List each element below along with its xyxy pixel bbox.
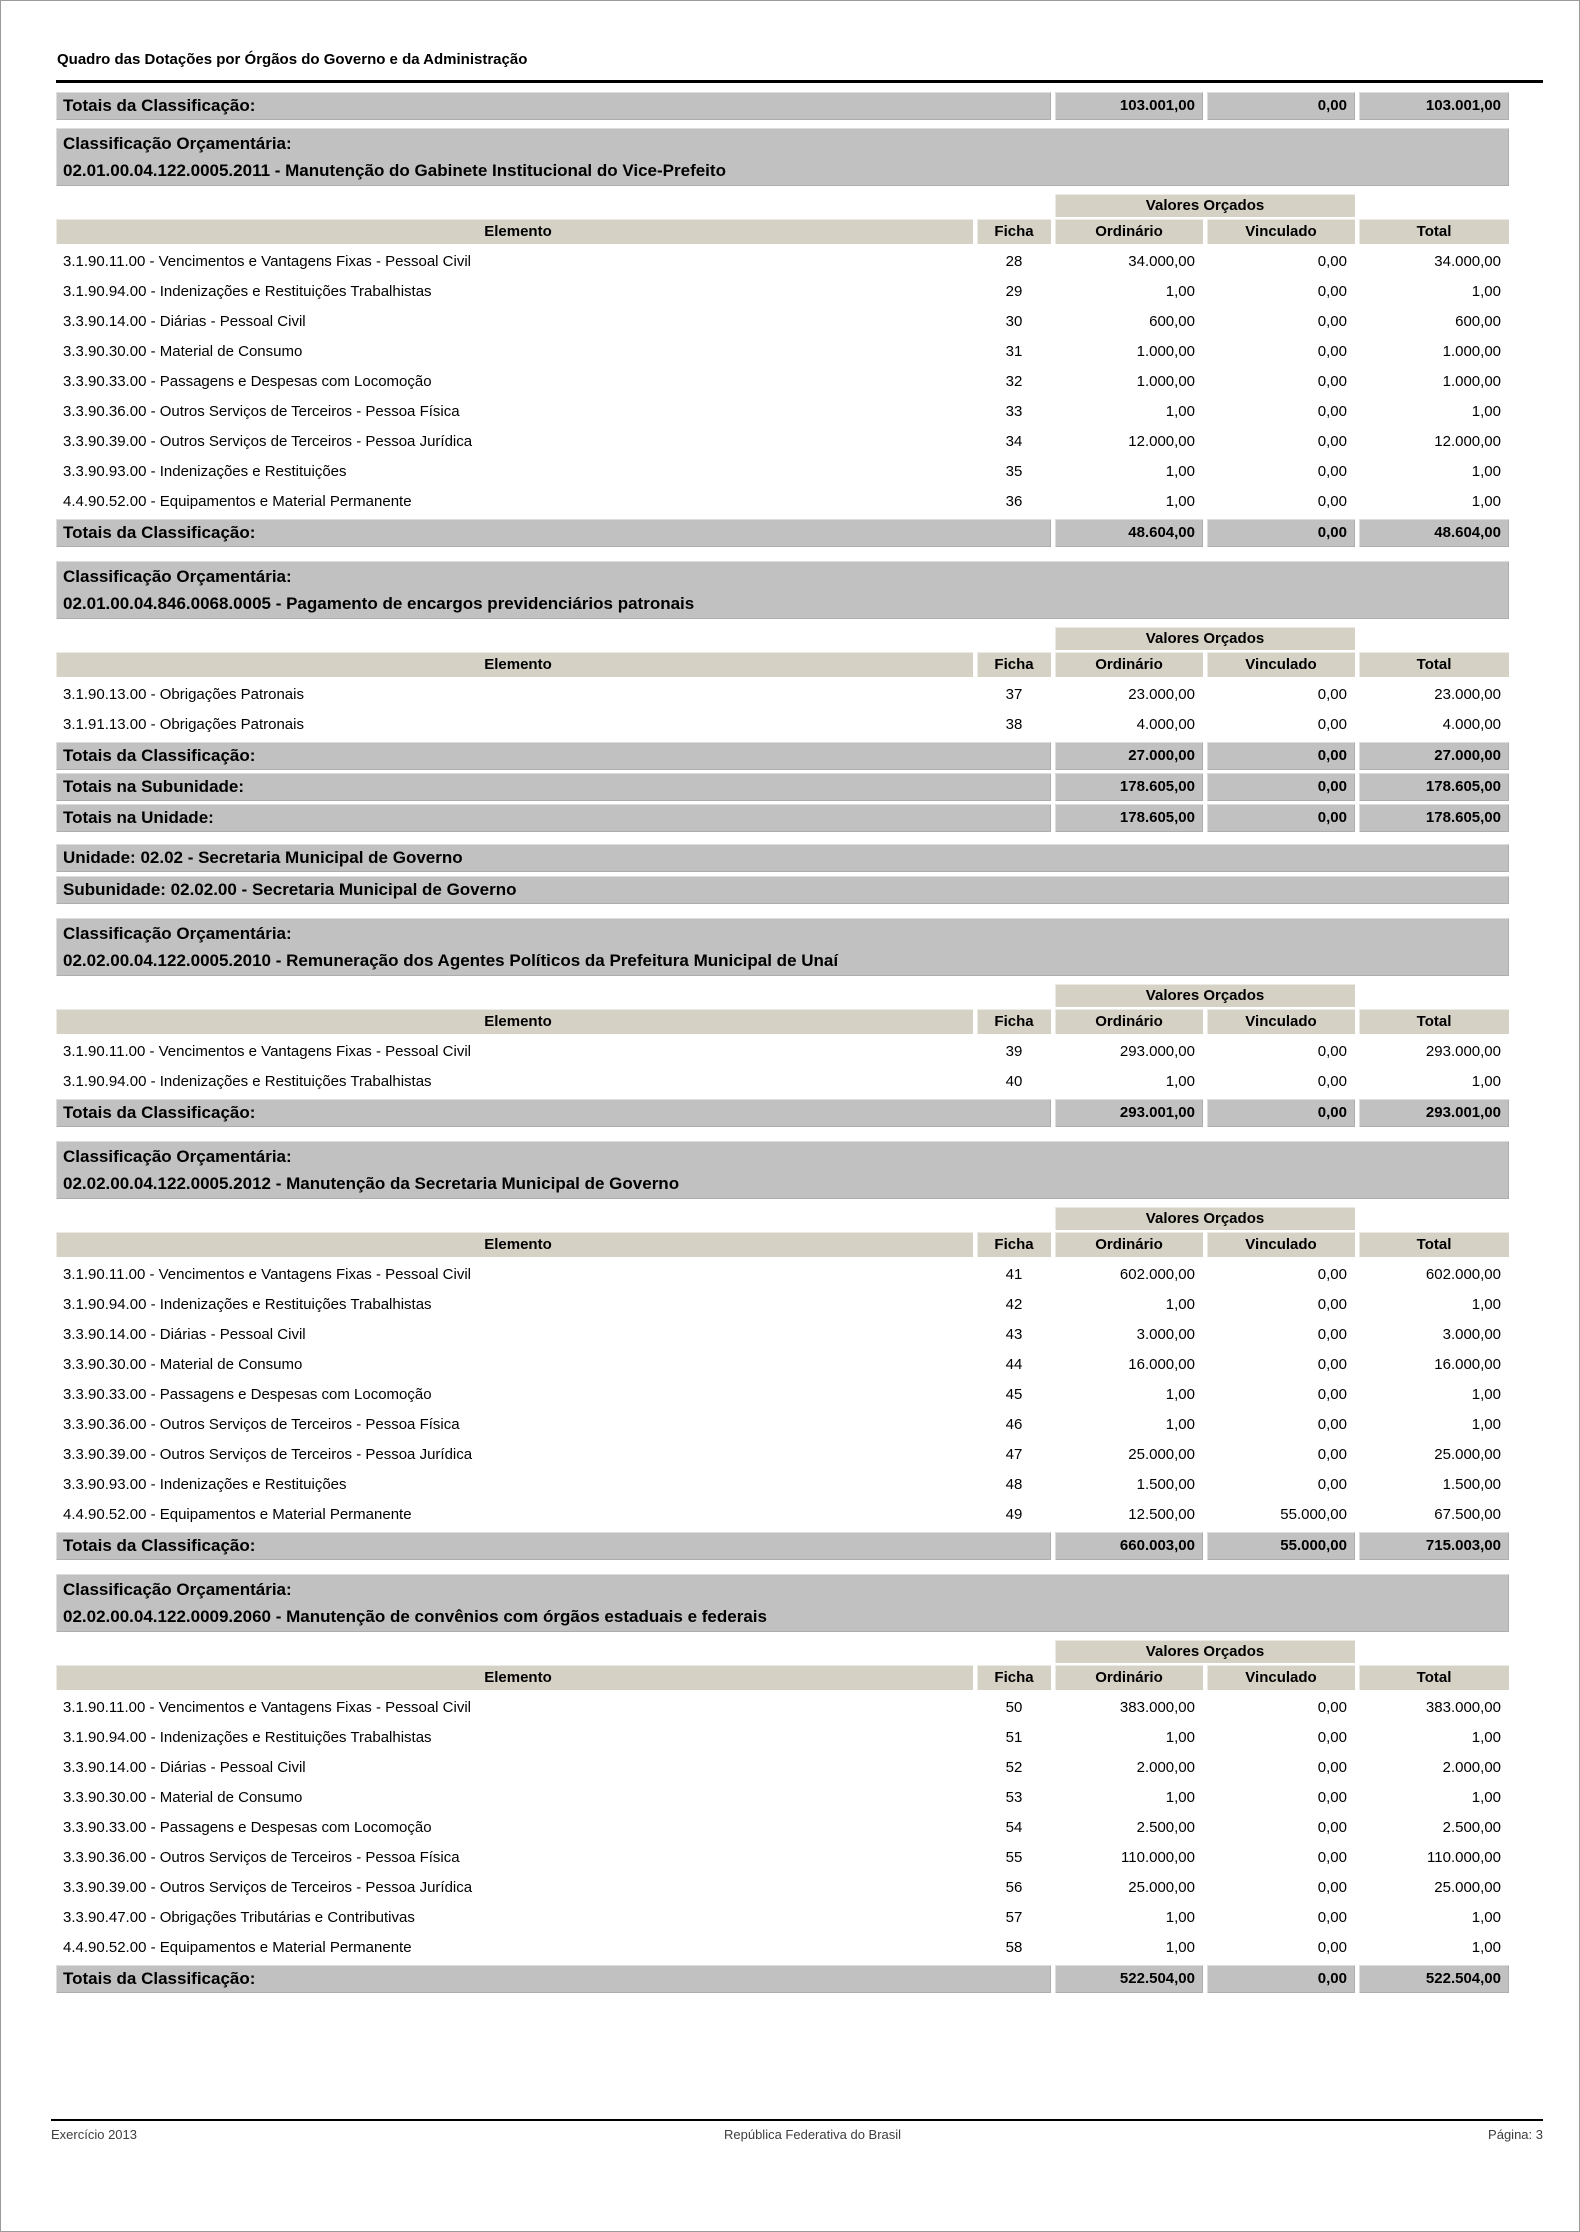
row-total: 293.000,00 (1425, 1043, 1501, 1060)
column-header-ordinario: Ordinário (1055, 652, 1203, 677)
footer-page-number: Página: 3 (1488, 2127, 1543, 2142)
column-header-total: Total (1359, 219, 1509, 244)
row-ordinario: 23.000,00 (1128, 686, 1195, 703)
row-ordinario: 1,00 (1165, 1296, 1195, 1313)
classification-section (56, 561, 1509, 832)
row-elemento: 3.1.90.11.00 - Vencimentos e Vantagens Fixas - Pessoal Civil (63, 253, 471, 270)
classification-band (56, 918, 1509, 976)
row-elemento: 3.3.90.36.00 - Outros Serviços de Terceiros - Pessoa Física (63, 1849, 460, 1866)
row-ficha: 55 (1005, 1849, 1023, 1866)
footer-rule (51, 2119, 1543, 2121)
table-row (56, 680, 1509, 710)
table-row (56, 1783, 1509, 1813)
row-ordinario: 1.000,00 (1136, 343, 1195, 360)
row-ordinario: 1,00 (1165, 283, 1195, 300)
table-row (56, 1470, 1509, 1500)
column-header-ordinario: Ordinário (1055, 1009, 1203, 1034)
row-total: 16.000,00 (1434, 1356, 1501, 1373)
totals-vinculado-value: 0,00 (1207, 1965, 1355, 1993)
row-ficha: 53 (1005, 1789, 1023, 1806)
column-header-elemento: Elemento (56, 1009, 973, 1034)
row-ordinario: 1,00 (1165, 403, 1195, 420)
column-header-elemento: Elemento (56, 1665, 973, 1690)
classification-code: 02.02.00.04.122.0005.2010 - Remuneração dos Agentes Políticos da Prefeitura Municipal de Unaí (63, 951, 839, 970)
table-header-row (56, 652, 1509, 677)
totals-label: Totais da Classificação: (56, 1099, 1051, 1127)
row-ordinario: 1,00 (1165, 1939, 1195, 1956)
table-row (56, 277, 1509, 307)
row-ordinario: 1,00 (1165, 1729, 1195, 1746)
row-ordinario: 16.000,00 (1128, 1356, 1195, 1373)
totals-row (56, 92, 1509, 120)
row-total: 602.000,00 (1425, 1266, 1501, 1283)
row-ordinario: 1,00 (1165, 463, 1195, 480)
row-elemento: 3.3.90.39.00 - Outros Serviços de Terceiros - Pessoa Jurídica (63, 1879, 473, 1896)
table-row (56, 427, 1509, 457)
table-row (56, 1260, 1509, 1290)
report-footer (51, 2119, 1543, 2142)
row-total: 3.000,00 (1442, 1326, 1501, 1343)
row-vinculado: 0,00 (1317, 283, 1347, 300)
table-row (56, 337, 1509, 367)
table-row (56, 1410, 1509, 1440)
row-elemento: 3.3.90.36.00 - Outros Serviços de Terceiros - Pessoa Física (63, 1416, 460, 1433)
row-ficha: 36 (1005, 493, 1023, 510)
row-ficha: 41 (1005, 1266, 1023, 1283)
totals-total-value: 48.604,00 (1359, 519, 1509, 547)
totals-ordinario-value: 27.000,00 (1055, 742, 1203, 770)
row-vinculado: 0,00 (1317, 463, 1347, 480)
table-header-upper (56, 627, 1509, 650)
totals-vinculado-value: 0,00 (1207, 773, 1355, 801)
row-total: 4.000,00 (1442, 716, 1501, 733)
row-vinculado: 0,00 (1317, 433, 1347, 450)
row-total: 1,00 (1471, 493, 1501, 510)
row-ficha: 45 (1005, 1386, 1023, 1403)
totals-row (56, 742, 1509, 770)
column-header-elemento: Elemento (56, 1232, 973, 1257)
row-ficha: 46 (1005, 1416, 1023, 1433)
row-ficha: 37 (1005, 686, 1023, 703)
row-ordinario: 602.000,00 (1119, 1266, 1195, 1283)
row-ficha: 48 (1005, 1476, 1023, 1493)
valores-orcados-header: Valores Orçados (1055, 627, 1355, 650)
row-ficha: 31 (1005, 343, 1023, 360)
row-ficha: 33 (1005, 403, 1023, 420)
classification-label: Classificação Orçamentária: (63, 567, 292, 586)
row-elemento: 3.3.90.14.00 - Diárias - Pessoal Civil (63, 313, 306, 330)
row-vinculado: 55.000,00 (1280, 1506, 1347, 1523)
totals-ordinario-value: 48.604,00 (1055, 519, 1203, 547)
header-rule (56, 80, 1543, 83)
row-ficha: 49 (1005, 1506, 1023, 1523)
table-row (56, 1933, 1509, 1963)
classification-band (56, 1574, 1509, 1632)
row-ordinario: 110.000,00 (1121, 1849, 1195, 1866)
row-vinculado: 0,00 (1317, 1266, 1347, 1283)
row-total: 2.000,00 (1442, 1759, 1501, 1776)
totals-total-value: 178.605,00 (1359, 773, 1509, 801)
row-ficha: 28 (1005, 253, 1023, 270)
table-row (56, 1350, 1509, 1380)
row-total: 1,00 (1471, 1909, 1501, 1926)
row-total: 25.000,00 (1434, 1446, 1501, 1463)
row-total: 1.000,00 (1442, 343, 1501, 360)
row-ordinario: 3.000,00 (1136, 1326, 1195, 1343)
table-row (56, 1903, 1509, 1933)
totals-ordinario-value: 178.605,00 (1055, 773, 1203, 801)
row-elemento: 3.3.90.93.00 - Indenizações e Restituições (63, 1476, 347, 1493)
row-elemento: 3.3.90.93.00 - Indenizações e Restituições (63, 463, 347, 480)
row-total: 1.000,00 (1442, 373, 1501, 390)
classification-section (56, 1141, 1509, 1560)
row-vinculado: 0,00 (1317, 1699, 1347, 1716)
column-header-ficha: Ficha (977, 1665, 1051, 1690)
footer-exercise: Exercício 2013 (51, 2127, 137, 2142)
totals-vinculado-value: 0,00 (1207, 519, 1355, 547)
totals-row (56, 804, 1509, 832)
table-row (56, 397, 1509, 427)
row-total: 1,00 (1471, 1416, 1501, 1433)
row-vinculado: 0,00 (1317, 716, 1347, 733)
totals-label: Totais da Classificação: (56, 519, 1051, 547)
table-row (56, 1290, 1509, 1320)
column-header-elemento: Elemento (56, 219, 973, 244)
report-body (56, 92, 1509, 1993)
row-ficha: 34 (1005, 433, 1023, 450)
row-vinculado: 0,00 (1317, 1416, 1347, 1433)
row-vinculado: 0,00 (1317, 493, 1347, 510)
row-total: 1,00 (1471, 463, 1501, 480)
table-row (56, 1440, 1509, 1470)
row-ordinario: 1.500,00 (1136, 1476, 1195, 1493)
table-header-upper (56, 194, 1509, 217)
row-elemento: 3.3.90.30.00 - Material de Consumo (63, 343, 303, 360)
row-vinculado: 0,00 (1317, 1043, 1347, 1060)
row-elemento: 4.4.90.52.00 - Equipamentos e Material Permanente (63, 1939, 412, 1956)
table-header-row (56, 1009, 1509, 1034)
table-row (56, 710, 1509, 740)
table-row (56, 1380, 1509, 1410)
column-header-total: Total (1359, 652, 1509, 677)
row-ordinario: 1,00 (1165, 1909, 1195, 1926)
row-elemento: 3.3.90.33.00 - Passagens e Despesas com Locomoção (63, 1819, 432, 1836)
row-elemento: 3.1.90.94.00 - Indenizações e Restituições Trabalhistas (63, 283, 432, 300)
totals-ordinario-value: 178.605,00 (1055, 804, 1203, 832)
row-ficha: 39 (1005, 1043, 1023, 1060)
classification-label: Classificação Orçamentária: (63, 1580, 292, 1599)
row-total: 34.000,00 (1434, 253, 1501, 270)
row-ficha: 30 (1005, 313, 1023, 330)
row-ordinario: 1,00 (1165, 1386, 1195, 1403)
row-ordinario: 25.000,00 (1128, 1446, 1195, 1463)
row-total: 600,00 (1455, 313, 1501, 330)
row-elemento: 3.3.90.30.00 - Material de Consumo (63, 1789, 303, 1806)
totals-row (56, 1099, 1509, 1127)
table-row (56, 487, 1509, 517)
row-elemento: 4.4.90.52.00 - Equipamentos e Material Permanente (63, 493, 412, 510)
totals-total-value: 522.504,00 (1359, 1965, 1509, 1993)
row-elemento: 3.3.90.39.00 - Outros Serviços de Terceiros - Pessoa Jurídica (63, 433, 473, 450)
column-header-ordinario: Ordinário (1055, 219, 1203, 244)
valores-orcados-header: Valores Orçados (1055, 984, 1355, 1007)
row-ficha: 51 (1005, 1729, 1023, 1746)
table-row (56, 1873, 1509, 1903)
row-ficha: 42 (1005, 1296, 1023, 1313)
row-ordinario: 1,00 (1165, 1416, 1195, 1433)
column-header-ficha: Ficha (977, 1009, 1051, 1034)
row-total: 1,00 (1471, 1729, 1501, 1746)
totals-vinculado-value: 55.000,00 (1207, 1532, 1355, 1560)
row-vinculado: 0,00 (1317, 1296, 1347, 1313)
row-elemento: 3.1.90.11.00 - Vencimentos e Vantagens Fixas - Pessoal Civil (63, 1266, 471, 1283)
column-header-total: Total (1359, 1665, 1509, 1690)
table-header-upper (56, 1207, 1509, 1230)
table-row (56, 1723, 1509, 1753)
row-total: 1.500,00 (1442, 1476, 1501, 1493)
classification-section (56, 918, 1509, 1127)
column-header-ficha: Ficha (977, 219, 1051, 244)
row-elemento: 3.1.91.13.00 - Obrigações Patronais (63, 716, 304, 733)
column-header-ficha: Ficha (977, 652, 1051, 677)
totals-vinculado-value: 0,00 (1207, 742, 1355, 770)
column-header-ordinario: Ordinário (1055, 1665, 1203, 1690)
table-row (56, 1753, 1509, 1783)
row-elemento: 3.1.90.94.00 - Indenizações e Restituições Trabalhistas (63, 1729, 432, 1746)
row-ficha: 50 (1005, 1699, 1023, 1716)
table-row (56, 1037, 1509, 1067)
table-header-row (56, 219, 1509, 244)
totals-row (56, 773, 1509, 801)
row-vinculado: 0,00 (1317, 253, 1347, 270)
row-ordinario: 383.000,00 (1119, 1699, 1195, 1716)
row-total: 1,00 (1471, 283, 1501, 300)
row-vinculado: 0,00 (1317, 1849, 1347, 1866)
row-elemento: 3.1.90.94.00 - Indenizações e Restituições Trabalhistas (63, 1073, 432, 1090)
totals-row (56, 519, 1509, 547)
totals-total-value: 715.003,00 (1359, 1532, 1509, 1560)
row-ficha: 43 (1005, 1326, 1023, 1343)
table-header-upper (56, 984, 1509, 1007)
totals-vinculado-value: 0,00 (1207, 804, 1355, 832)
row-ordinario: 25.000,00 (1128, 1879, 1195, 1896)
table-row (56, 307, 1509, 337)
row-ficha: 44 (1005, 1356, 1023, 1373)
classification-code: 02.01.00.04.846.0068.0005 - Pagamento de encargos previdenciários patronais (63, 594, 695, 613)
table-row (56, 1067, 1509, 1097)
totals-label: Totais na Subunidade: (56, 773, 1051, 801)
row-ficha: 58 (1005, 1939, 1023, 1956)
row-vinculado: 0,00 (1317, 1909, 1347, 1926)
totals-total-value: 178.605,00 (1359, 804, 1509, 832)
row-ordinario: 2.500,00 (1136, 1819, 1195, 1836)
row-elemento: 3.3.90.30.00 - Material de Consumo (63, 1356, 303, 1373)
row-vinculado: 0,00 (1317, 1386, 1347, 1403)
row-ficha: 57 (1005, 1909, 1023, 1926)
valores-orcados-header: Valores Orçados (1055, 1640, 1355, 1663)
row-total: 23.000,00 (1434, 686, 1501, 703)
row-total: 1,00 (1471, 1386, 1501, 1403)
row-ordinario: 2.000,00 (1136, 1759, 1195, 1776)
unit-band: Unidade: 02.02 - Secretaria Municipal de Governo (56, 844, 1509, 872)
row-total: 383.000,00 (1425, 1699, 1501, 1716)
report-title: Quadro das Dotações por Órgãos do Governo e da Administração (57, 51, 528, 68)
table-header-row (56, 1665, 1509, 1690)
row-vinculado: 0,00 (1317, 313, 1347, 330)
row-elemento: 3.3.90.47.00 - Obrigações Tributárias e Contributivas (63, 1909, 415, 1926)
row-vinculado: 0,00 (1317, 1073, 1347, 1090)
totals-total-value: 293.001,00 (1359, 1099, 1509, 1127)
column-header-vinculado: Vinculado (1207, 219, 1355, 244)
classification-code: 02.02.00.04.122.0009.2060 - Manutenção de convênios com órgãos estaduais e federais (63, 1607, 767, 1626)
table-header-upper (56, 1640, 1509, 1663)
totals-label: Totais da Classificação: (56, 1965, 1051, 1993)
row-vinculado: 0,00 (1317, 1879, 1347, 1896)
totals-vinculado-value: 0,00 (1207, 1099, 1355, 1127)
row-elemento: 3.3.90.14.00 - Diárias - Pessoal Civil (63, 1326, 306, 1343)
row-total: 12.000,00 (1434, 433, 1501, 450)
row-ordinario: 1,00 (1165, 1789, 1195, 1806)
row-elemento: 3.1.90.13.00 - Obrigações Patronais (63, 686, 304, 703)
classification-code: 02.01.00.04.122.0005.2011 - Manutenção do Gabinete Institucional do Vice-Prefeito (63, 161, 726, 180)
row-ordinario: 1,00 (1165, 493, 1195, 510)
row-elemento: 3.3.90.14.00 - Diárias - Pessoal Civil (63, 1759, 306, 1776)
totals-total-value: 103.001,00 (1359, 92, 1509, 120)
column-header-vinculado: Vinculado (1207, 1232, 1355, 1257)
row-total: 1,00 (1471, 1939, 1501, 1956)
row-ordinario: 1.000,00 (1136, 373, 1195, 390)
totals-ordinario-value: 293.001,00 (1055, 1099, 1203, 1127)
row-ordinario: 12.500,00 (1128, 1506, 1195, 1523)
footer-row (51, 2127, 1543, 2142)
totals-row (56, 1532, 1509, 1560)
totals-label: Totais da Classificação: (56, 1532, 1051, 1560)
totals-total-value: 27.000,00 (1359, 742, 1509, 770)
classification-band (56, 561, 1509, 619)
table-header-row (56, 1232, 1509, 1257)
column-header-total: Total (1359, 1009, 1509, 1034)
table-row (56, 1693, 1509, 1723)
row-ficha: 35 (1005, 463, 1023, 480)
footer-country: República Federativa do Brasil (724, 2127, 902, 2142)
column-header-ordinario: Ordinário (1055, 1232, 1203, 1257)
row-total: 25.000,00 (1434, 1879, 1501, 1896)
table-row (56, 1500, 1509, 1530)
row-elemento: 3.3.90.39.00 - Outros Serviços de Terceiros - Pessoa Jurídica (63, 1446, 473, 1463)
row-ordinario: 4.000,00 (1136, 716, 1195, 733)
classification-section (56, 1574, 1509, 1993)
row-elemento: 3.1.90.94.00 - Indenizações e Restituições Trabalhistas (63, 1296, 432, 1313)
table-row (56, 1843, 1509, 1873)
column-header-vinculado: Vinculado (1207, 1665, 1355, 1690)
row-ordinario: 34.000,00 (1128, 253, 1195, 270)
row-vinculado: 0,00 (1317, 343, 1347, 360)
row-vinculado: 0,00 (1317, 1729, 1347, 1746)
row-ordinario: 1,00 (1165, 1073, 1195, 1090)
row-ficha: 56 (1005, 1879, 1023, 1896)
row-elemento: 3.3.90.36.00 - Outros Serviços de Terceiros - Pessoa Física (63, 403, 460, 420)
totals-label: Totais na Unidade: (56, 804, 1051, 832)
totals-vinculado-value: 0,00 (1207, 92, 1355, 120)
row-vinculado: 0,00 (1317, 1446, 1347, 1463)
row-ficha: 40 (1005, 1073, 1023, 1090)
row-vinculado: 0,00 (1317, 1759, 1347, 1776)
row-ordinario: 12.000,00 (1128, 433, 1195, 450)
totals-ordinario-value: 660.003,00 (1055, 1532, 1203, 1560)
valores-orcados-header: Valores Orçados (1055, 194, 1355, 217)
row-vinculado: 0,00 (1317, 1326, 1347, 1343)
unit-band: Subunidade: 02.02.00 - Secretaria Municipal de Governo (56, 876, 1509, 904)
row-total: 110.000,00 (1427, 1849, 1501, 1866)
row-vinculado: 0,00 (1317, 1476, 1347, 1493)
column-header-ficha: Ficha (977, 1232, 1051, 1257)
row-vinculado: 0,00 (1317, 403, 1347, 420)
row-ordinario: 600,00 (1149, 313, 1195, 330)
table-row (56, 1813, 1509, 1843)
row-elemento: 4.4.90.52.00 - Equipamentos e Material Permanente (63, 1506, 412, 1523)
column-header-vinculado: Vinculado (1207, 652, 1355, 677)
classification-label: Classificação Orçamentária: (63, 1147, 292, 1166)
table-row (56, 1320, 1509, 1350)
classification-label: Classificação Orçamentária: (63, 924, 292, 943)
row-elemento: 3.1.90.11.00 - Vencimentos e Vantagens Fixas - Pessoal Civil (63, 1043, 471, 1060)
table-row (56, 457, 1509, 487)
row-total: 1,00 (1471, 1296, 1501, 1313)
column-header-elemento: Elemento (56, 652, 973, 677)
row-ficha: 47 (1005, 1446, 1023, 1463)
row-ficha: 52 (1005, 1759, 1023, 1776)
totals-label: Totais da Classificação: (56, 92, 1051, 120)
row-vinculado: 0,00 (1317, 373, 1347, 390)
row-vinculado: 0,00 (1317, 1789, 1347, 1806)
row-elemento: 3.3.90.33.00 - Passagens e Despesas com Locomoção (63, 373, 432, 390)
totals-row (56, 1965, 1509, 1993)
totals-ordinario-value: 522.504,00 (1055, 1965, 1203, 1993)
valores-orcados-header: Valores Orçados (1055, 1207, 1355, 1230)
row-total: 1,00 (1471, 1073, 1501, 1090)
row-vinculado: 0,00 (1317, 1819, 1347, 1836)
column-header-vinculado: Vinculado (1207, 1009, 1355, 1034)
row-total: 1,00 (1471, 1789, 1501, 1806)
classification-band (56, 1141, 1509, 1199)
totals-ordinario-value: 103.001,00 (1055, 92, 1203, 120)
table-row (56, 247, 1509, 277)
row-ficha: 54 (1005, 1819, 1023, 1836)
classification-section (56, 128, 1509, 547)
row-ficha: 32 (1005, 373, 1023, 390)
totals-label: Totais da Classificação: (56, 742, 1051, 770)
row-elemento: 3.1.90.11.00 - Vencimentos e Vantagens Fixas - Pessoal Civil (63, 1699, 471, 1716)
row-ordinario: 293.000,00 (1119, 1043, 1195, 1060)
row-total: 67.500,00 (1434, 1506, 1501, 1523)
row-total: 2.500,00 (1442, 1819, 1501, 1836)
classification-code: 02.02.00.04.122.0005.2012 - Manutenção da Secretaria Municipal de Governo (63, 1174, 680, 1193)
row-vinculado: 0,00 (1317, 1356, 1347, 1373)
row-elemento: 3.3.90.33.00 - Passagens e Despesas com Locomoção (63, 1386, 432, 1403)
row-vinculado: 0,00 (1317, 1939, 1347, 1956)
column-header-total: Total (1359, 1232, 1509, 1257)
row-vinculado: 0,00 (1317, 686, 1347, 703)
row-ficha: 38 (1005, 716, 1023, 733)
table-row (56, 367, 1509, 397)
row-total: 1,00 (1471, 403, 1501, 420)
classification-band (56, 128, 1509, 186)
classification-label: Classificação Orçamentária: (63, 134, 292, 153)
row-ficha: 29 (1005, 283, 1023, 300)
